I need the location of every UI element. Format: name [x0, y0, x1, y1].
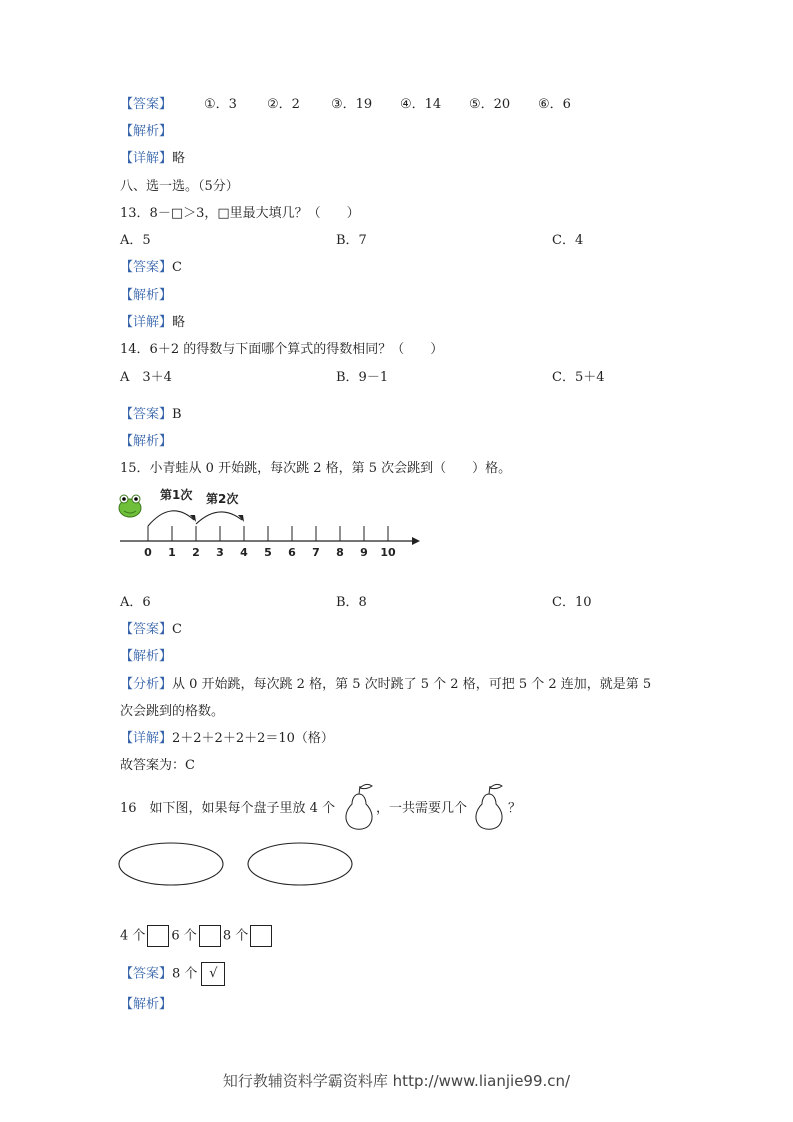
plate-2 [248, 843, 352, 885]
q13-question: 13．8－□＞3，□里最大填几？（ ） [120, 206, 360, 221]
q15-detail [120, 730, 334, 748]
tick-label-8: 8 [336, 546, 344, 559]
detail-tag: 【详解】 [120, 151, 173, 166]
q13-detail [120, 314, 185, 332]
q15-question: 15．小青蛙从 0 开始跳，每次跳 2 格，第 5 次会跳到（ ）格。 [120, 461, 512, 476]
q16-option-3-box[interactable] [250, 925, 272, 947]
q15-option-b: B．8 [336, 595, 367, 610]
q15-answer-value: C [172, 622, 182, 637]
detail-tag: 【详解】 [120, 731, 173, 746]
q16-question-part-c: ？ [508, 801, 522, 816]
q12-answer-4: ④．14 [400, 97, 442, 112]
detail-tag: 【详解】 [120, 315, 173, 330]
q12-answer-2: ②．2 [267, 97, 300, 112]
jump-1-arc [148, 511, 194, 526]
q15-detail-text: 2＋2＋2＋2＋2＝10（格） [172, 731, 334, 746]
tick-label-7: 7 [312, 546, 320, 559]
q13-analysis-tag: 【解析】 [120, 288, 173, 303]
answer-tag: 【答案】 [120, 966, 173, 982]
q15-option-c: C．10 [552, 595, 592, 610]
q15-fenxi-line-1 [120, 676, 651, 694]
q13-answer-value: C [172, 260, 182, 275]
q16-option-1-label: 4 个 [120, 928, 146, 944]
jump-2-arrowhead [238, 515, 244, 522]
plates-figure [118, 840, 358, 890]
tick-label-2: 2 [192, 546, 200, 559]
q14-answer [120, 406, 182, 424]
q13-detail-text: 略 [172, 315, 186, 330]
answer-tag: 【答案】 [120, 97, 173, 112]
tick-marks [144, 526, 396, 559]
q14-analysis-tag: 【解析】 [120, 434, 173, 449]
q13-answer [120, 259, 182, 277]
q12-answer-5: ⑤．20 [469, 97, 511, 112]
q16-options [120, 925, 274, 947]
q16-option-2-box[interactable] [199, 925, 221, 947]
plate-1 [119, 843, 223, 885]
q16-analysis-tag: 【解析】 [120, 997, 173, 1012]
q13-option-a: A．5 [120, 233, 151, 248]
tick-label-1: 1 [168, 546, 176, 559]
q13-option-c: C．4 [552, 233, 584, 248]
frog-icon [119, 495, 141, 517]
q16-answer [120, 962, 225, 986]
jump-2-arc [196, 512, 242, 524]
tick-label-10: 10 [380, 546, 396, 559]
number-line-figure [116, 484, 426, 559]
q15-option-a: A．6 [120, 595, 151, 610]
q14-question: 14．6＋2 的得数与下面哪个算式的得数相同？（ ） [120, 342, 444, 357]
tick-label-6: 6 [288, 546, 296, 559]
tick-label-4: 4 [240, 546, 248, 559]
q12-answer-1: ①．3 [204, 97, 237, 112]
q13-option-b: B．7 [336, 233, 367, 248]
q16-answer-value: 8 个 [172, 966, 198, 982]
q16-question-part-b: ，一共需要几个 [376, 801, 468, 816]
pear-icon [342, 782, 376, 832]
answer-tag: 【答案】 [120, 260, 173, 275]
q16-option-3-label: 8 个 [222, 928, 249, 944]
q12-answer-line [120, 96, 172, 114]
q15-conclusion: 故答案为：C [120, 758, 195, 773]
q16-question-part-a: 16 如下图，如果每个盘子里放 4 个 [120, 801, 336, 816]
jump-1-arrowhead [190, 515, 196, 522]
q12-detail [120, 150, 185, 168]
section-8-heading: 八、选一选。（5分） [120, 179, 239, 194]
q15-analysis-tag: 【解析】 [120, 649, 173, 664]
answer-tag: 【答案】 [120, 407, 173, 422]
q16-option-1-box[interactable] [147, 925, 169, 947]
q15-answer [120, 621, 182, 639]
fenxi-tag: 【分析】 [120, 677, 173, 692]
q15-fenxi-line-2: 次会跳到的格数。 [120, 704, 225, 719]
pear-icon [472, 782, 506, 832]
footer-watermark: 知行教辅资料学霸资料库 http://www.lianjie99.cn/ [222, 1072, 571, 1090]
q14-option-b: B．9－1 [336, 370, 389, 385]
number-line-arrow [412, 537, 420, 545]
q15-fenxi-text-1: 从 0 开始跳，每次跳 2 格，第 5 次时跳了 5 个 2 格，可把 5 个 2 连加，就是第 5 [172, 677, 652, 692]
q16-option-2-label: 6 个 [171, 928, 197, 944]
jump-1-label: 第1次 [160, 488, 193, 502]
q12-answer-6: ⑥．6 [538, 97, 571, 112]
q12-answer-3: ③．19 [331, 97, 373, 112]
jump-2-label: 第2次 [206, 492, 239, 506]
q14-option-c: C．5＋4 [552, 370, 605, 385]
q16-answer-checkbox: √ [201, 962, 225, 986]
answer-tag: 【答案】 [120, 622, 173, 637]
q12-analysis-tag: 【解析】 [120, 124, 173, 139]
q14-option-a: A 3＋4 [120, 370, 172, 385]
tick-label-9: 9 [360, 546, 368, 559]
tick-label-3: 3 [216, 546, 224, 559]
tick-label-5: 5 [264, 546, 272, 559]
q14-answer-value: B [172, 407, 182, 422]
q12-detail-text: 略 [172, 151, 186, 166]
tick-label-0: 0 [144, 546, 152, 559]
